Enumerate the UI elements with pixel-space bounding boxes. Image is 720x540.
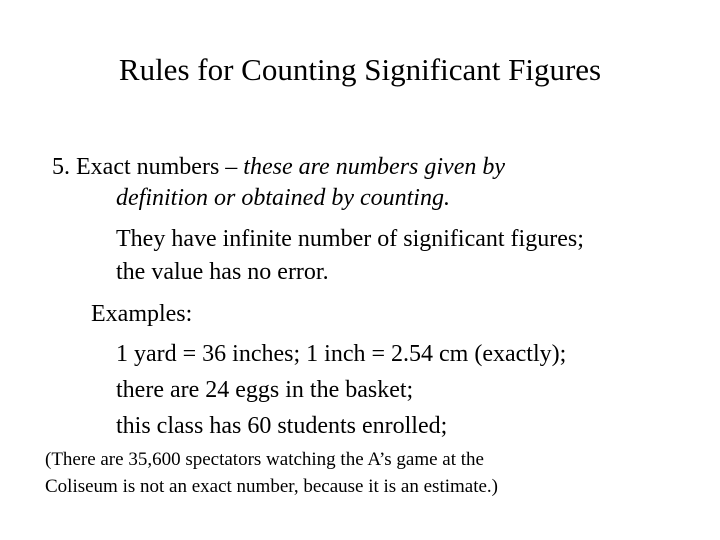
rule-five-infinite-line-2: the value has no error. bbox=[116, 259, 329, 285]
rule-five-definition-start: these are numbers given by bbox=[243, 154, 505, 180]
rule-five-line-1 bbox=[52, 152, 505, 182]
example-item: 1 yard = 36 inches; 1 inch = 2.54 cm (exactly); bbox=[116, 341, 567, 367]
rule-five-infinite-line-1: They have infinite number of significant figures; bbox=[116, 226, 584, 252]
note-line-2: Coliseum is not an exact number, because it is an estimate.) bbox=[45, 476, 499, 497]
example-item: this class has 60 students enrolled; bbox=[116, 413, 448, 439]
slide-title: Rules for Counting Significant Figures bbox=[118, 52, 602, 87]
rule-five-definition-end: definition or obtained by counting. bbox=[116, 185, 450, 211]
rule-five-lead: 5. Exact numbers – bbox=[52, 154, 244, 180]
note-line-1: (There are 35,600 spectators watching the A’s game at the bbox=[45, 449, 484, 470]
example-item: there are 24 eggs in the basket; bbox=[116, 377, 414, 403]
examples-heading: Examples: bbox=[91, 301, 193, 327]
